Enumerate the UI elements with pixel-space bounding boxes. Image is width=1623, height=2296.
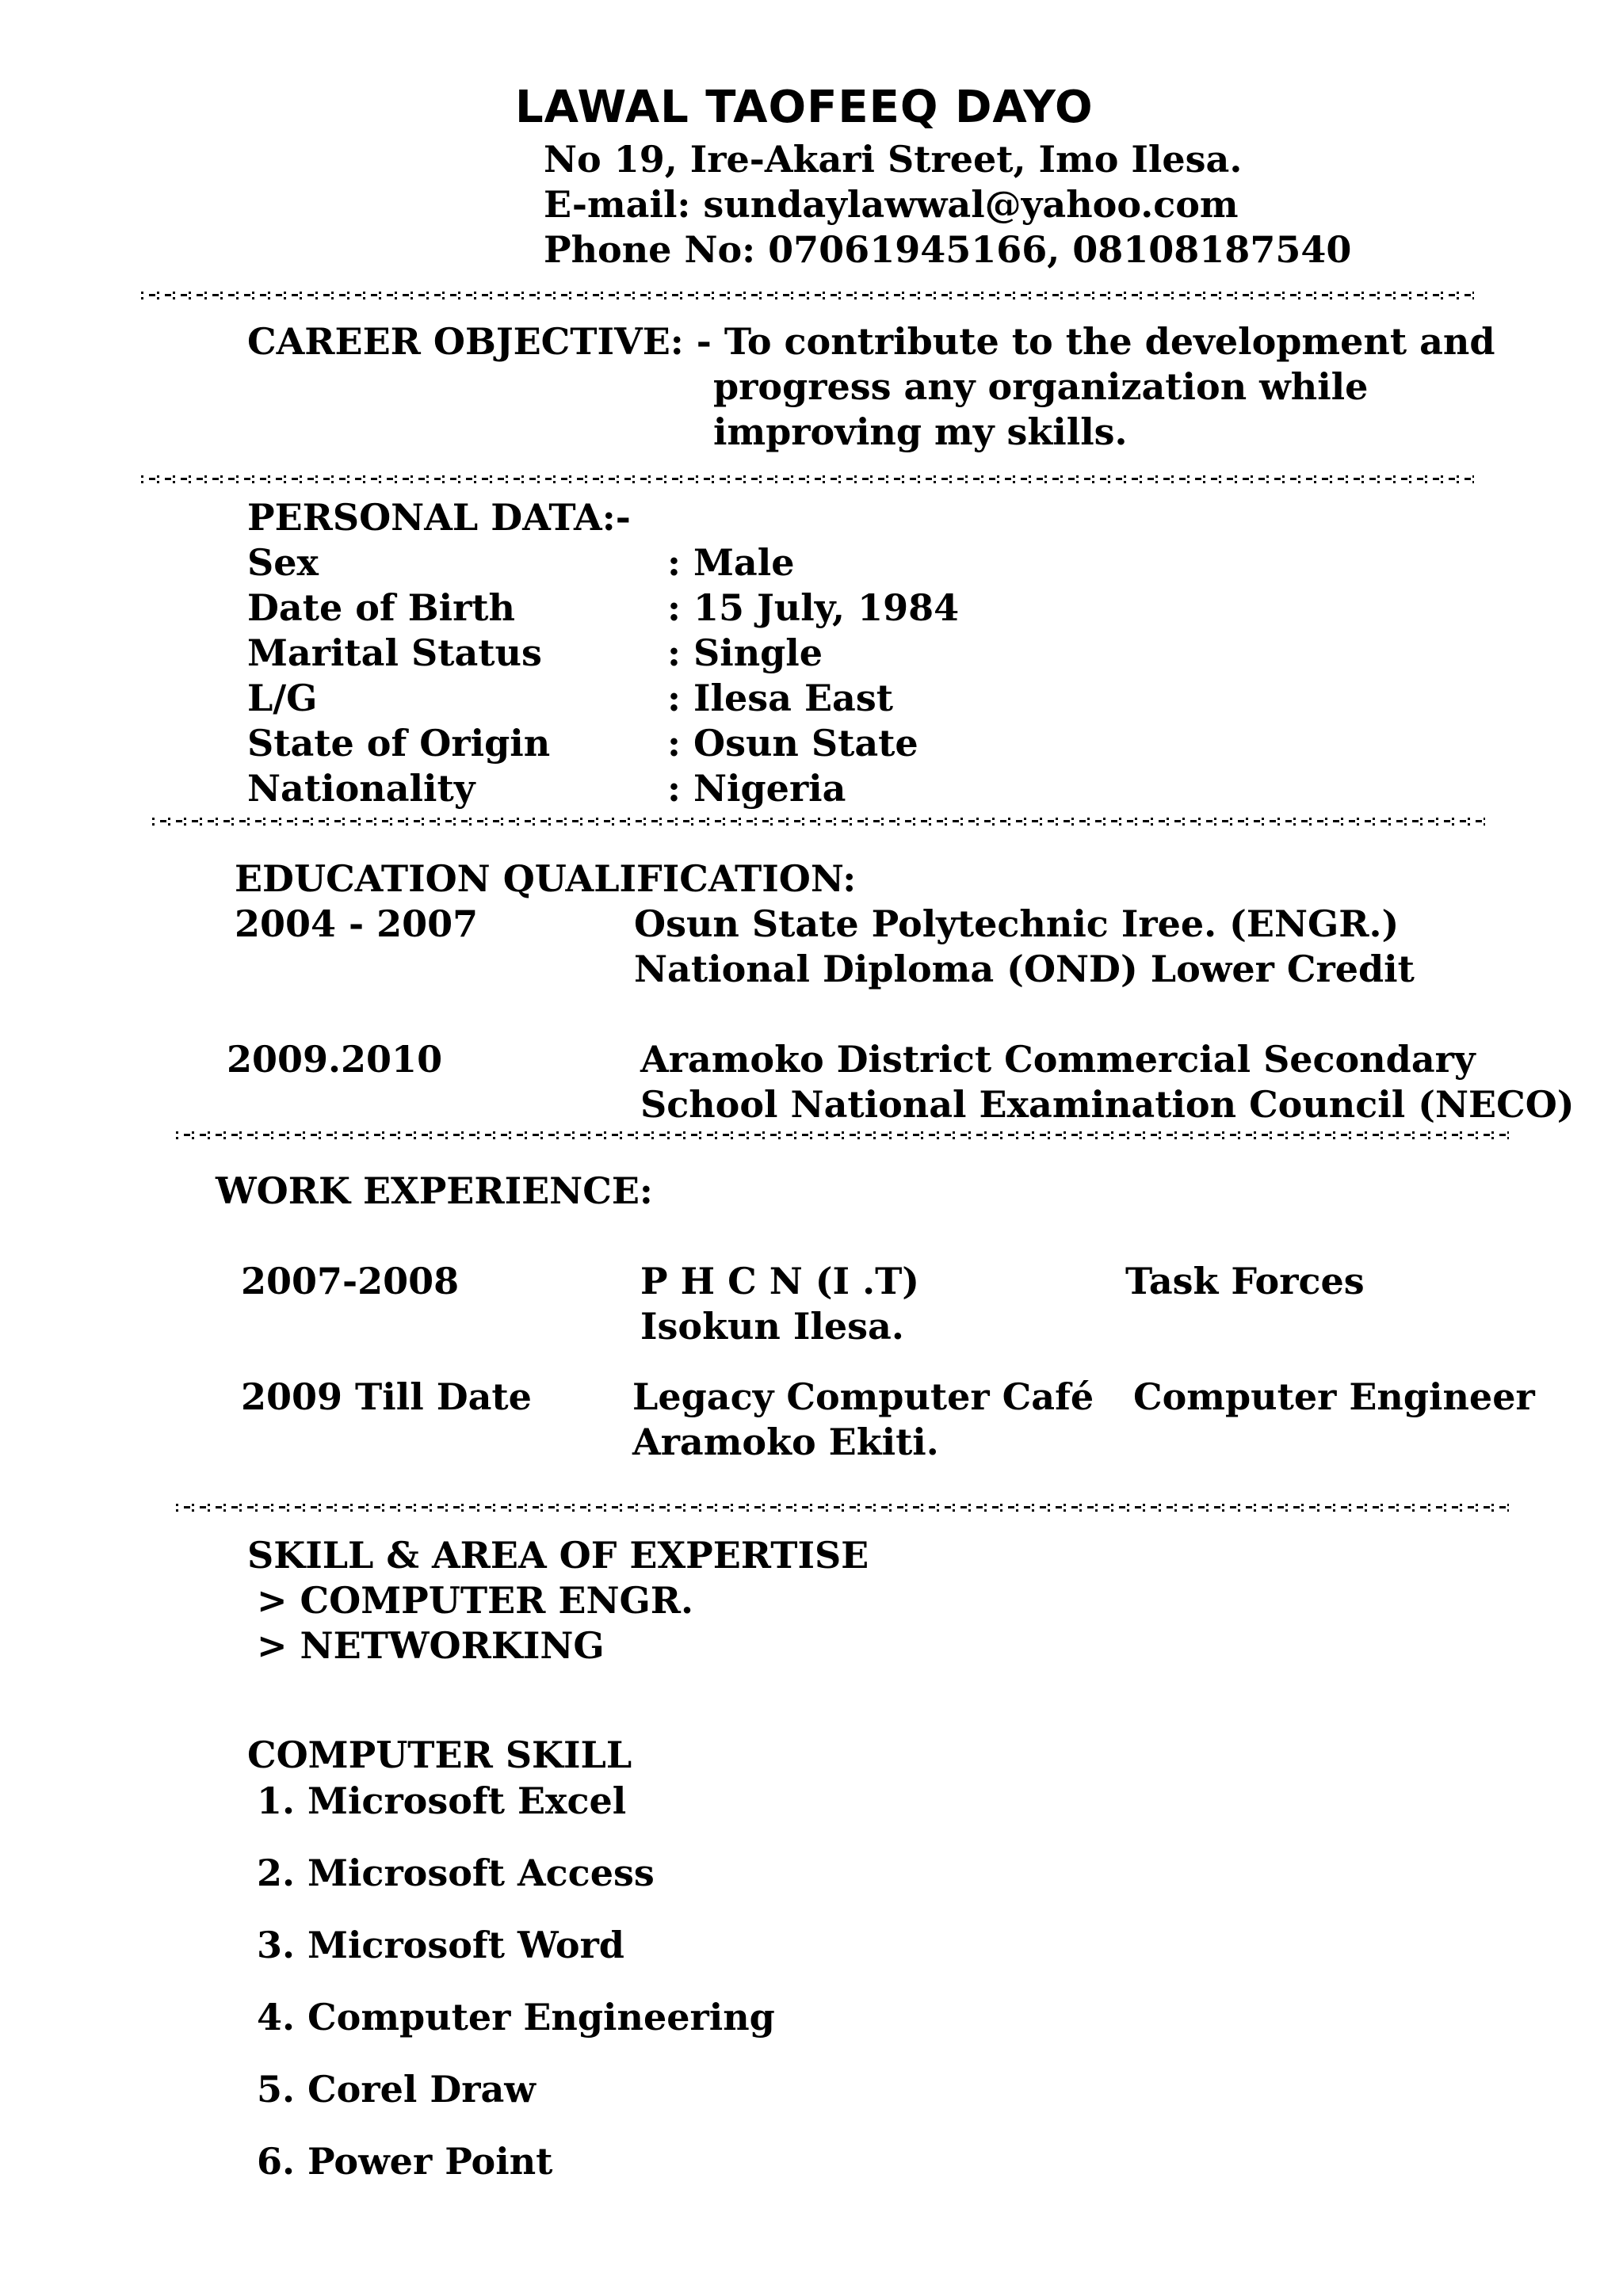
work-role: Computer Engineer xyxy=(1133,1375,1535,1418)
personal-label: State of Origin xyxy=(247,722,551,765)
section-divider xyxy=(176,1130,1509,1141)
work-experience-heading: WORK EXPERIENCE: xyxy=(216,1169,653,1212)
personal-value: : Nigeria xyxy=(667,767,846,810)
education-qualification: School National Examination Council (NECO) xyxy=(640,1083,1575,1126)
section-divider xyxy=(152,816,1485,827)
skill-item: > COMPUTER ENGR. xyxy=(257,1579,694,1622)
address: No 19, Ire-Akari Street, Imo Ilesa. xyxy=(544,138,1243,181)
work-years: 2007-2008 xyxy=(241,1260,460,1302)
personal-label: Sex xyxy=(247,541,319,584)
computer-skill-heading: COMPUTER SKILL xyxy=(247,1733,632,1776)
email: E-mail: sundaylawwal@yahoo.com xyxy=(544,183,1239,226)
section-divider xyxy=(176,1502,1509,1513)
computer-skill-item: 5. Corel Draw xyxy=(257,2068,536,2111)
work-role: Task Forces xyxy=(1125,1260,1365,1302)
personal-label: Date of Birth xyxy=(247,586,515,629)
education-institution: Aramoko District Commercial Secondary xyxy=(640,1038,1476,1081)
computer-skill-item: 6. Power Point xyxy=(257,2140,553,2183)
skills-heading: SKILL & AREA OF EXPERTISE xyxy=(247,1534,869,1577)
section-divider xyxy=(141,474,1474,485)
computer-skill-item: 3. Microsoft Word xyxy=(257,1924,624,1966)
career-objective-line: improving my skills. xyxy=(713,410,1128,453)
education-institution: Osun State Polytechnic Iree. (ENGR.) xyxy=(634,902,1400,945)
education-years: 2009.2010 xyxy=(227,1038,443,1081)
work-years: 2009 Till Date xyxy=(241,1375,532,1418)
work-organization: P H C N (I .T) xyxy=(640,1260,920,1302)
work-organization: Legacy Computer Café xyxy=(632,1375,1094,1418)
personal-data-heading: PERSONAL DATA:- xyxy=(247,496,631,539)
personal-label: Nationality xyxy=(247,767,475,810)
personal-label: Marital Status xyxy=(247,631,542,674)
work-location: Isokun Ilesa. xyxy=(640,1305,904,1348)
education-qualification: National Diploma (OND) Lower Credit xyxy=(634,948,1415,990)
phone: Phone No: 07061945166, 08108187540 xyxy=(544,228,1352,271)
resume-name: LAWAL TAOFEEQ DAYO xyxy=(515,82,1094,133)
computer-skill-item: 2. Microsoft Access xyxy=(257,1852,655,1894)
career-objective-line: progress any organization while xyxy=(713,365,1369,408)
personal-value: : Osun State xyxy=(667,722,918,765)
personal-value: : Single xyxy=(667,631,823,674)
education-heading: EDUCATION QUALIFICATION: xyxy=(235,857,857,900)
personal-value: : Ilesa East xyxy=(667,677,893,719)
personal-value: : 15 July, 1984 xyxy=(667,586,960,629)
career-objective: CAREER OBJECTIVE: - To contribute to the development and xyxy=(247,320,1495,363)
work-location: Aramoko Ekiti. xyxy=(632,1421,939,1463)
section-divider xyxy=(141,290,1474,301)
personal-value: : Male xyxy=(667,541,795,584)
education-years: 2004 - 2007 xyxy=(235,902,479,945)
computer-skill-item: 4. Computer Engineering xyxy=(257,1996,775,2039)
personal-label: L/G xyxy=(247,677,318,719)
computer-skill-item: 1. Microsoft Excel xyxy=(257,1779,627,1822)
skill-item: > NETWORKING xyxy=(257,1624,605,1667)
